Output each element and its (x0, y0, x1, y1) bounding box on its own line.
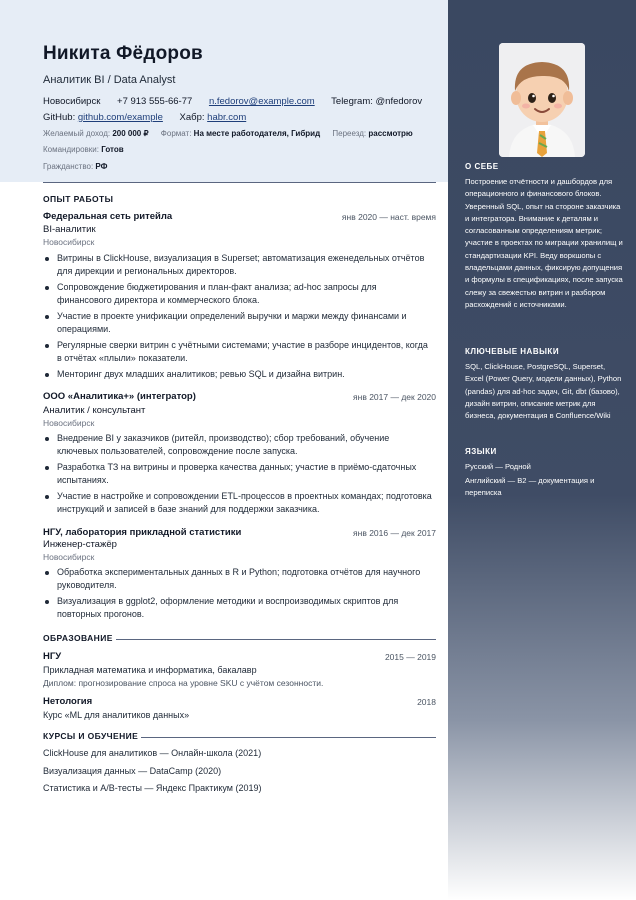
links-row (43, 112, 246, 123)
candidate-name: Никита Фёдоров (43, 43, 203, 64)
course-item: ClickHouse для аналитиков — Онлайн-школа (2021) (43, 748, 262, 758)
telegram-handle[interactable]: @nfedorov (375, 96, 423, 107)
sidebar-about-text: Построение отчётности и дашбордов для операционного и финансового блоков. Уверенный SQL, опыт на стороне заказчика и интегратора. Внимание к деталям и согласованным определениям метрик; участие в проектах по миграции хранилищ и стандартизации KPI. Веду воркшопы с владельцами данных, фиксирую допущения и формулы в спецификациях, после запуска слежу за свежестью витрин и разбором расхождений с источниками. (465, 177, 623, 309)
sidebar-skills-text: SQL, ClickHouse, PostgreSQL, Superset, Excel (Power Query, модели данных), Python (pandas) для ad-hoc задач, Git, dbt (базово), дизайн витрин, описание метрик для бизнеса, документация в Confluence/Wiki (465, 362, 622, 421)
divider (141, 737, 436, 738)
section-title-education: ОБРАЗОВАНИЕ (43, 633, 113, 643)
sidebar-title-skills: КЛЮЧЕВЫЕ НАВЫКИ (465, 347, 560, 356)
course-item: Визуализация данных — DataCamp (2020) (43, 766, 222, 776)
job-company: ООО «Аналитика+» (интегратор) (43, 391, 196, 402)
job-role: Аналитик / консультант (43, 405, 146, 416)
divider (116, 639, 436, 640)
sidebar-title-about: О СЕБЕ (465, 162, 499, 171)
education-program: Курс «ML для аналитиков данных» (43, 710, 190, 720)
phone[interactable]: +7 913 555-66-77 (117, 96, 193, 107)
section-title-experience: ОПЫТ РАБОТЫ (43, 194, 114, 204)
city: Новосибирск (43, 96, 101, 107)
education-dates: 2015 — 2019 (384, 652, 436, 662)
trips-value: Готов (101, 145, 124, 154)
job-city: Новосибирск (43, 552, 95, 562)
job-dates: янв 2016 — дек 2017 (353, 528, 436, 538)
language-item: Русский — Родной (465, 462, 531, 471)
income-value: 200 000 ₽ (112, 129, 149, 138)
education-note: Диплом: прогнозирование спроса на уровне SKU с учётом сезонности. (43, 678, 324, 688)
divider (43, 182, 436, 183)
education-dates: 2018 (417, 697, 436, 707)
avatar-illustration (499, 43, 585, 157)
citizenship-row (43, 162, 107, 171)
education-school: НГУ (43, 651, 62, 662)
job-bullets (43, 566, 433, 624)
format-label: Формат: (160, 129, 192, 138)
trips-row (43, 145, 124, 154)
job-bullets (43, 432, 433, 519)
course-item: Статистика и A/B-тесты — Яндекс Практикум (2019) (43, 783, 262, 793)
github-link[interactable]: github.com/example (77, 112, 163, 123)
list-item: Внедрение BI у заказчиков (ритейл, производство); сбор требований, обучение ключевых пользователей, сопровождение после запуска. (43, 432, 433, 458)
list-item: Визуализация в ggplot2, оформление методики и воспроизводимых скриптов для повторных прогонов. (43, 595, 433, 621)
candidate-title: Аналитик BI / Data Analyst (43, 74, 176, 86)
habr-link[interactable]: habr.com (207, 112, 247, 123)
citizenship-value: РФ (95, 162, 108, 171)
job-company: Федеральная сеть ритейла (43, 211, 173, 222)
education-program: Прикладная математика и информатика, бакалавр (43, 665, 257, 675)
relocation-value: рассмотрю (368, 129, 413, 138)
section-title-courses: КУРСЫ И ОБУЧЕНИЕ (43, 731, 139, 741)
list-item: Участие в проекте унификации определений выручки и маржи между финансами и операциями. (43, 310, 433, 336)
list-item: Обработка экспериментальных данных в R и Python; подготовка отчётов для научного руководителя. (43, 566, 433, 592)
job-role: Инженер-стажёр (43, 539, 117, 550)
email-link[interactable]: n.fedorov@example.com (208, 96, 315, 107)
education-school: Нетология (43, 696, 93, 707)
job-bullets (43, 252, 433, 384)
job-city: Новосибирск (43, 237, 95, 247)
citizenship-label: Гражданство: (43, 162, 94, 171)
list-item: Участие в настройке и сопровождении ETL-процессов в проектных командах; подготовка инструкций и записей в базе знаний для поддержки заказчика. (43, 490, 433, 516)
job-company: НГУ, лаборатория прикладной статистики (43, 527, 242, 538)
header-background (0, 0, 448, 182)
language-item: Английский — B2 — документация и переписка (465, 476, 595, 498)
sidebar-title-languages: ЯЗЫКИ (465, 447, 497, 456)
contacts-row (43, 96, 422, 107)
income-label: Желаемый доход: (43, 129, 111, 138)
job-dates: янв 2020 — наст. время (341, 212, 436, 222)
format-value: На месте работодателя, Гибрид (193, 129, 321, 138)
preferences-row (43, 129, 413, 138)
telegram-label: Telegram: (331, 96, 373, 107)
job-role: BI-аналитик (43, 224, 96, 235)
relocation-label: Переезд: (332, 129, 367, 138)
avatar (499, 43, 585, 157)
github-label: GitHub: (43, 112, 76, 123)
list-item: Сопровождение бюджетирования и план-факт анализа; ad-hoc запросы для финансового директора и коммерческого блока. (43, 281, 433, 307)
trips-label: Командировки: (43, 145, 99, 154)
list-item: Разработка ТЗ на витрины и проверка качества данных; участие в приёмо-сдаточных испытаниях. (43, 461, 433, 487)
list-item: Витрины в ClickHouse, визуализация в Superset; автоматизация еженедельных отчётов для дирекции и региональных директоров. (43, 252, 433, 278)
job-dates: янв 2017 — дек 2020 (353, 392, 436, 402)
list-item: Регулярные сверки витрин с учётными системами; участие в разборе инцидентов, когда в отчётах «плыли» показатели. (43, 339, 433, 365)
job-city: Новосибирск (43, 418, 95, 428)
habr-label: Хабр: (179, 112, 205, 123)
list-item: Менторинг двух младших аналитиков; ревью SQL и дизайна витрин. (43, 368, 433, 381)
